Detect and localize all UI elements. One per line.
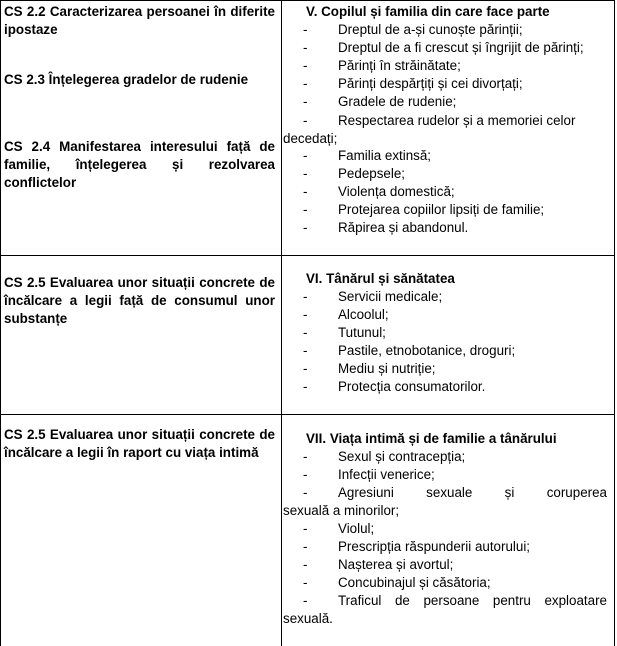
- competency-2-4: CS 2.4 Manifestarea interesului față de familie, înțelegerea și rezolvarea conflictelor: [4, 139, 275, 190]
- column-divider: [281, 0, 282, 646]
- competency-2-3: CS 2.3 Înțelegerea gradelor de rudenie: [4, 72, 249, 87]
- competency-2-5-intimacy: CS 2.5 Evaluarea unor situații concrete de încălcare a legii în raport cu viața intimă: [4, 427, 275, 460]
- section-title-vii: VII. Viața intimă și de familie a tânărului: [306, 431, 557, 446]
- competency-2-5-substances: CS 2.5 Evaluarea unor situații concrete de încălcare a legii față de consumul unor substanțe: [4, 275, 275, 326]
- competency-2-2: CS 2.2 Caracterizarea persoanei în diferite ipostaze: [4, 4, 275, 37]
- row-divider: [0, 414, 615, 415]
- row-divider: [0, 255, 615, 256]
- section-title-v: V. Copilul și familia din care face parte: [306, 4, 550, 19]
- section-title-vi: VI. Tânărul și sănătatea: [306, 271, 455, 286]
